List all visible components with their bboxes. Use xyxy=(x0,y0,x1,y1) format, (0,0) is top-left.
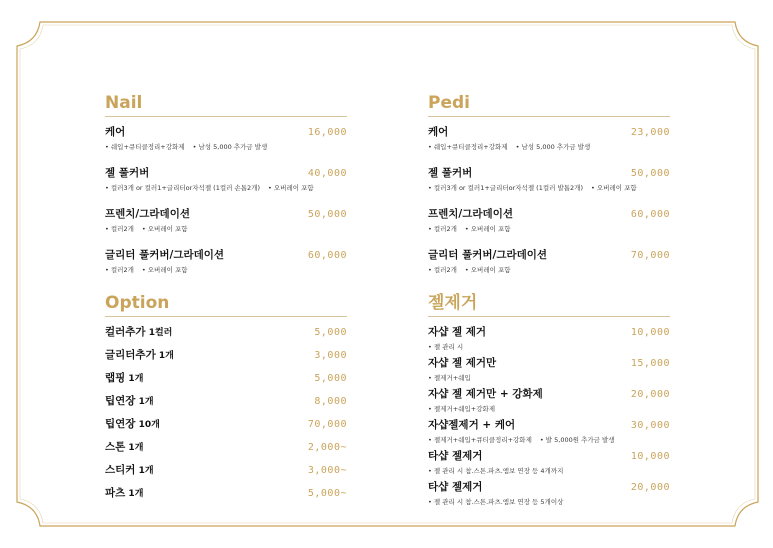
item-note: • 오버레이 포함 xyxy=(464,266,511,274)
nail-title: Nail xyxy=(105,90,347,117)
item-note: • 젤 관리 시 xyxy=(428,343,464,351)
item-qty: 1개 xyxy=(155,351,174,361)
item-notes xyxy=(428,497,670,506)
item-qty: 10개 xyxy=(135,420,160,430)
item-notes xyxy=(428,404,670,413)
item-notes xyxy=(428,265,670,274)
item-qty: 1개 xyxy=(125,374,144,384)
item-note: • 발 5,000원 추가금 발생 xyxy=(539,436,615,444)
item-note: • 컬러2개 xyxy=(428,225,457,233)
item-name: 프렌치/그라데이션 xyxy=(428,208,513,220)
item-note: • 컬러2개 xyxy=(105,225,134,233)
item-name: 자샵 젤 제거만 xyxy=(428,357,497,369)
removal-item xyxy=(428,417,670,444)
removal-title: 젤제거 xyxy=(428,290,670,317)
item-label: 글리터추가 xyxy=(105,349,156,361)
item-label: 스톤 xyxy=(105,441,126,453)
pedi-item xyxy=(428,165,670,192)
item-price: 15,000 xyxy=(630,358,670,369)
item-note: • 컬러3개 or 컬러1+글리터or자석젤 (1컬러 손톱2개) xyxy=(105,184,260,192)
item-price: 70,000 xyxy=(630,250,670,261)
item-qty: 1개 xyxy=(135,466,154,476)
item-price: 60,000 xyxy=(307,250,347,261)
item-note: • 젤 관리 시 참.스톤.파츠.엠보 연장 등 5개이상 xyxy=(428,498,564,506)
item-note: • 젤 관리 시 참.스톤.파츠.엠보 연장 등 4개까지 xyxy=(428,467,564,475)
item-name xyxy=(105,439,143,454)
item-name: 자샵젤제거 + 케어 xyxy=(428,419,516,431)
item-note: • 컬러2개 xyxy=(428,266,457,274)
removal-item xyxy=(428,324,670,351)
option-title: Option xyxy=(105,290,347,317)
item-name xyxy=(105,393,154,408)
item-price: 5,000 xyxy=(314,327,347,338)
item-price: 10,000 xyxy=(630,327,670,338)
item-notes xyxy=(428,183,670,192)
removal-section xyxy=(428,290,670,506)
item-qty: 1컬러 xyxy=(145,328,173,338)
item-price: 3,000 xyxy=(314,350,347,361)
item-note: • 오버레이 포함 xyxy=(464,225,511,233)
option-item xyxy=(105,324,347,339)
item-label: 스티커 xyxy=(105,464,136,476)
pedi-title: Pedi xyxy=(428,90,670,117)
nail-item xyxy=(105,206,347,233)
item-price: 50,000 xyxy=(630,168,670,179)
item-name xyxy=(105,347,174,362)
item-price: 40,000 xyxy=(307,168,347,179)
item-price: 20,000 xyxy=(630,482,670,493)
item-price: 10,000 xyxy=(630,451,670,462)
removal-item xyxy=(428,448,670,475)
item-notes xyxy=(105,265,347,274)
item-name: 젤 풀커버 xyxy=(428,167,473,179)
item-name: 자샵 젤 제거 xyxy=(428,326,487,338)
pedi-section xyxy=(428,90,670,274)
nail-item xyxy=(105,165,347,192)
item-notes xyxy=(428,435,670,444)
item-price: 5,000 xyxy=(314,373,347,384)
item-note: • 오버레이 포함 xyxy=(268,184,314,192)
option-item xyxy=(105,462,347,477)
option-item xyxy=(105,485,347,500)
item-name xyxy=(105,416,160,431)
item-notes xyxy=(105,142,347,151)
item-name: 자샵 젤 제거만 + 강화제 xyxy=(428,388,543,400)
item-name: 케어 xyxy=(428,126,449,138)
item-price: 2,000~ xyxy=(307,442,347,453)
removal-item xyxy=(428,386,670,413)
item-price: 30,000 xyxy=(630,420,670,431)
item-name: 프렌치/그라데이션 xyxy=(105,208,190,220)
item-price: 3,000~ xyxy=(307,465,347,476)
item-note: • 쉐입+큐티클정리+강화제 xyxy=(428,143,508,151)
item-note: • 젤제거+쉐입+강화제 xyxy=(428,405,496,413)
item-name: 타샵 젤제거 xyxy=(428,450,483,462)
item-label: 랩핑 xyxy=(105,372,126,384)
option-section xyxy=(105,290,347,499)
item-note: • 오버레이 포함 xyxy=(141,266,188,274)
item-price: 16,000 xyxy=(307,127,347,138)
item-price: 70,000 xyxy=(307,419,347,430)
item-notes xyxy=(105,224,347,233)
item-notes xyxy=(428,142,670,151)
item-notes xyxy=(428,342,670,351)
nail-item xyxy=(105,124,347,151)
item-name: 글리터 풀커버/그라데이션 xyxy=(428,249,548,261)
item-notes xyxy=(105,183,347,192)
option-item xyxy=(105,393,347,408)
item-name: 타샵 젤제거 xyxy=(428,481,483,493)
item-note: • 젤제거+쉐입 xyxy=(428,374,471,382)
removal-item xyxy=(428,355,670,382)
item-note: • 오버레이 포함 xyxy=(591,184,637,192)
item-notes xyxy=(428,373,670,382)
item-label: 파츠 xyxy=(105,487,126,499)
option-item xyxy=(105,416,347,431)
removal-item xyxy=(428,479,670,506)
item-name xyxy=(105,485,143,500)
item-name xyxy=(105,462,154,477)
pedi-item xyxy=(428,124,670,151)
item-price: 20,000 xyxy=(630,389,670,400)
option-item xyxy=(105,370,347,385)
item-note: • 컬러3개 or 컬러1+글리터or자석젤 (1컬러 발톱2개) xyxy=(428,184,583,192)
item-name xyxy=(105,370,143,385)
option-item xyxy=(105,347,347,362)
item-note: • 남성 5,000 추가금 발생 xyxy=(192,143,268,151)
nail-item xyxy=(105,247,347,274)
pedi-item xyxy=(428,206,670,233)
item-note: • 컬러2개 xyxy=(105,266,134,274)
item-note: • 쉐입+큐티클정리+강화제 xyxy=(105,143,185,151)
item-qty: 1개 xyxy=(135,397,154,407)
item-label: 팁연장 xyxy=(105,418,136,430)
item-price: 60,000 xyxy=(630,209,670,220)
item-note: • 오버레이 포함 xyxy=(141,225,188,233)
item-notes xyxy=(428,224,670,233)
item-name: 글리터 풀커버/그라데이션 xyxy=(105,249,225,261)
item-price: 5,000~ xyxy=(307,488,347,499)
item-note: • 남성 5,000 추가금 발생 xyxy=(515,143,591,151)
item-note: • 젤제거+쉐입+큐티클정리+강화제 xyxy=(428,436,532,444)
item-label: 컬러추가 xyxy=(105,326,146,338)
item-price: 50,000 xyxy=(307,209,347,220)
item-notes xyxy=(428,466,670,475)
nail-section xyxy=(105,90,347,274)
item-name: 젤 풀커버 xyxy=(105,167,150,179)
item-name xyxy=(105,324,172,339)
item-qty: 1개 xyxy=(125,443,144,453)
option-item xyxy=(105,439,347,454)
item-label: 팁연장 xyxy=(105,395,136,407)
item-price: 8,000 xyxy=(314,396,347,407)
item-qty: 1개 xyxy=(125,489,144,499)
pedi-item xyxy=(428,247,670,274)
item-name: 케어 xyxy=(105,126,126,138)
item-price: 23,000 xyxy=(630,127,670,138)
